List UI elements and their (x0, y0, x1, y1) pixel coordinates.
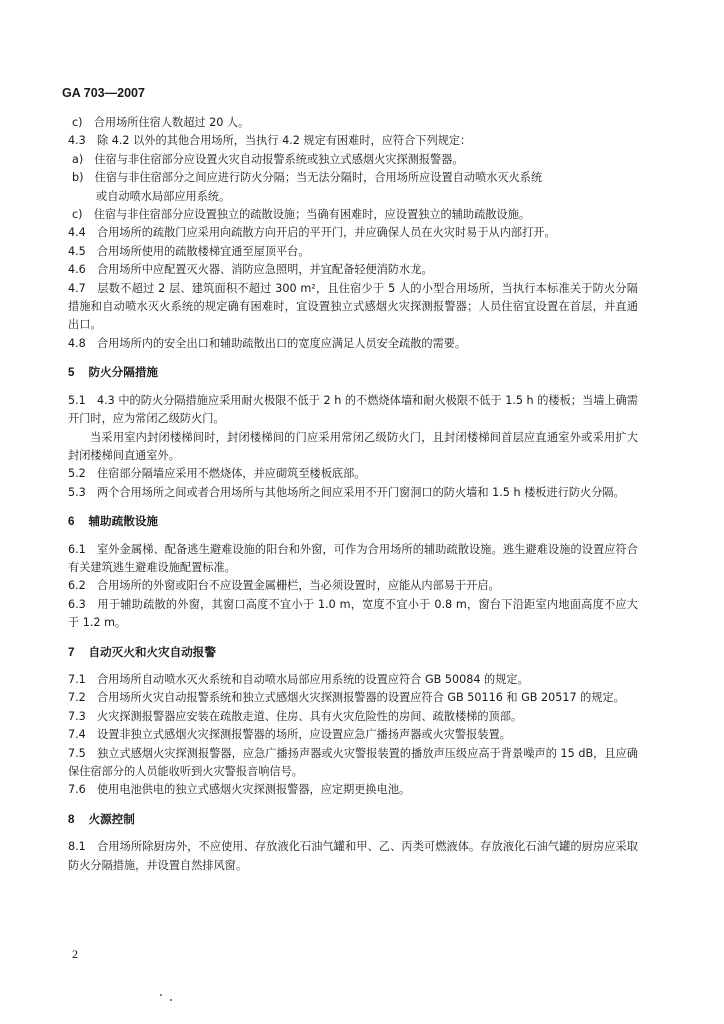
list-item: c) 合用场所住宿人数超过 20 人。 (72, 116, 250, 129)
clause-paragraph: 4.8 合用场所内的安全出口和辅助疏散出口的宽度应满足人员安全疏散的需要。 (68, 336, 467, 350)
clause-paragraph: 4.3 除 4.2 以外的其他合用场所，当执行 4.2 规定有困难时，应符合下列规定： (68, 134, 472, 148)
clause-paragraph: 8.1 合用场所除厨房外，不应使用、存放液化石油气罐和甲、乙、丙类可燃液体。存放液化石油气罐的厨房应采取防火分隔措施，并设置自然排风窗。 (68, 840, 638, 872)
clause-paragraph: 5.1 4.3 中的防火分隔措施应采用耐火极限不低于 2 h 的不燃烧体墙和耐火极限不低于 1.5 h 的楼板；当墙上确需开门时，应为常闭乙级防火门。 (68, 393, 638, 426)
page-number: 2 (72, 947, 78, 961)
clause-paragraph: 7.1 合用场所自动喷水灭火系统和自动喷水局部应用系统的设置应符合 GB 50084 的规定。 (68, 672, 529, 686)
clause-paragraph: 4.5 合用场所使用的疏散楼梯宜通至屋顶平台。 (68, 244, 310, 258)
clause-paragraph: 4.6 合用场所中应配置灭火器、消防应急照明，并宜配备轻便消防水龙。 (68, 263, 433, 277)
clause-paragraph: 5.3 两个合用场所之间或者合用场所与其他场所之间应采用不开门窗洞口的防火墙和 1.5 h 楼板进行防火分隔。 (68, 485, 625, 499)
section-number: 7 (68, 645, 75, 659)
section-number: 5 (68, 366, 75, 380)
clause-paragraph: 6.3 用于辅助疏散的外窗，其窗口高度不宜小于 1.0 m，宽度不宜小于 0.8 m，窗台下沿距室内地面高度不应大于 1.2 m。 (68, 597, 638, 630)
clause-paragraph: 6.1 室外金属梯、配备逃生避难设施的阳台和外窗，可作为合用场所的辅助疏散设施。逃生避难设施的设置应符合有关建筑逃生避难设施配置标准。 (68, 542, 638, 574)
list-item: b) 住宿与非住宿部分之间应进行防火分隔；当无法分隔时，合用场所应设置自动喷水灭火系统 (72, 171, 543, 185)
document-body (68, 114, 638, 875)
section-number: 6 (68, 515, 75, 529)
clause-paragraph: 或自动喷水局部应用系统。 (96, 189, 231, 203)
clause-paragraph: 7.4 设置非独立式感烟火灾探测报警器的场所，应设置应急广播扬声器或火灾警报装置。 (68, 728, 511, 742)
clause-paragraph: 当采用室内封闭楼梯间时，封闭楼梯间的门应采用常闭乙级防火门，且封闭楼梯间首层应直通室外或采用扩大封闭楼梯间直通室外。 (68, 430, 638, 462)
list-item: c) 住宿与非住宿部分应设置独立的疏散设施；当确有困难时，应设置独立的辅助疏散设施。 (72, 208, 531, 222)
section-heading (68, 363, 638, 382)
section-heading (68, 512, 638, 531)
scan-speck (170, 999, 172, 1001)
section-title: 自动灭火和火灾自动报警 (88, 644, 216, 659)
section-heading (68, 643, 638, 662)
section-title: 辅助疏散设施 (88, 514, 159, 529)
scan-speck (160, 994, 162, 996)
section-number: 8 (68, 812, 75, 826)
clause-paragraph: 7.5 独立式感烟火灾探测报警器，应急广播扬声器或火灾警报装置的播放声压级应高于背景噪声的 15 dB，且应确保住宿部分的人员能收听到火灾警报音响信号。 (68, 746, 638, 778)
list-item: a) 住宿与非住宿部分应设置火灾自动报警系统或独立式感烟火灾探测报警器。 (72, 152, 464, 166)
section-title: 防火分隔措施 (88, 365, 159, 380)
clause-paragraph: 5.2 住宿部分隔墙应采用不燃烧体，并应砌筑至楼板底部。 (68, 467, 366, 481)
clause-paragraph: 7.6 使用电池供电的独立式感烟火灾探测报警器，应定期更换电池。 (68, 783, 411, 797)
clause-paragraph: 7.3 火灾探测报警器应安装在疏散走道、住房、具有火灾危险性的房间、疏散楼梯的顶部。 (68, 709, 523, 723)
section-heading (68, 810, 638, 829)
clause-paragraph: 6.2 合用场所的外窗或阳台不应设置金属栅栏，当必须设置时，应能从内部易于开启。 (68, 579, 500, 593)
clause-paragraph: 4.7 层数不超过 2 层、建筑面积不超过 300 m²，且住宿少于 5 人的小型合用场所，当执行本标准关于防火分隔措施和自动喷水灭火系统的规定确有困难时，宜设置独立式感烟火灾探测报警器；人员住宿宜设置在首层，并直通出口。 (68, 281, 638, 332)
clause-paragraph: 7.2 合用场所火灾自动报警系统和独立式感烟火灾探测报警器的设置应符合 GB 50116 和 GB 20517 的规定。 (68, 691, 625, 705)
section-title: 火源控制 (88, 811, 135, 826)
clause-paragraph: 4.4 合用场所的疏散门应采用向疏散方向开启的平开门，并应确保人员在火灾时易于从内部打开。 (68, 226, 556, 240)
standard-number-header: GA 703—2007 (62, 86, 145, 100)
